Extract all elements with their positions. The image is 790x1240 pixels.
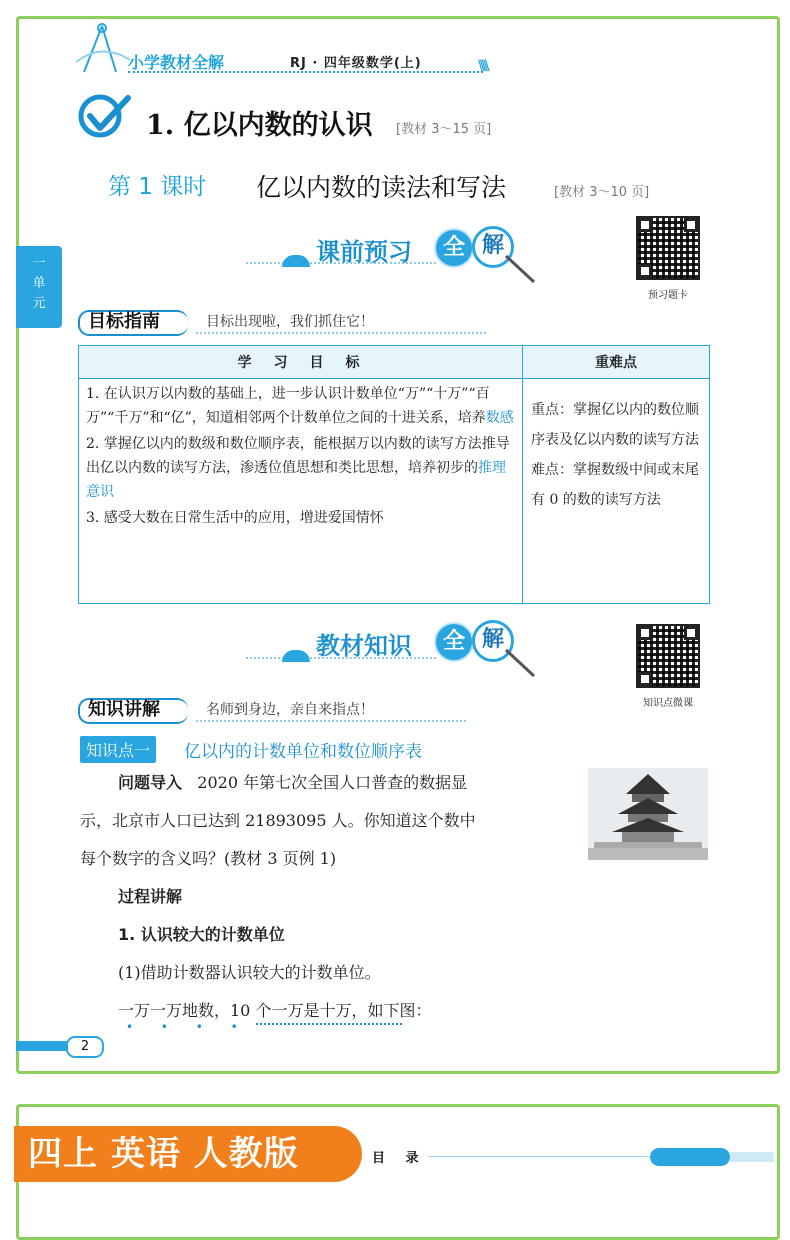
emphasis-dots: • • • • <box>126 1020 250 1034</box>
goals-table <box>78 345 710 604</box>
magnifier-icon <box>498 644 538 680</box>
lesson-title: 亿以内数的读法和写法 <box>256 173 507 202</box>
page-number: 2 <box>66 1036 104 1058</box>
knowledge-guide-sub: 名师到身边，亲自来指点！ <box>206 702 374 718</box>
subject-label: RJ · 四年级数学(上) <box>290 56 422 71</box>
badge-jie: 解 <box>472 226 514 268</box>
textbook-title: 教材知识 <box>316 632 412 660</box>
qr-corner <box>684 218 698 232</box>
header-slashes: \\\\\ <box>478 58 487 74</box>
qr-label: 预习题卡 <box>648 290 688 301</box>
goals-header: 学 习 目 标 <box>79 346 523 379</box>
unit-tab-char: 元 <box>32 296 46 311</box>
intro-line-3: 每个数字的含义吗？(教材 3 页例 1) <box>80 849 337 868</box>
intro-line-1: 问题导入 2020 年第七次全国人口普查的数据显 <box>118 773 468 792</box>
difficulty: 难点：掌握数级中间或末尾有 0 的数的读写方法 <box>531 462 699 508</box>
qr-corner <box>638 672 652 686</box>
guide-underline <box>196 332 486 334</box>
qr-corner <box>684 626 698 640</box>
key-points: 重点：掌握亿以内的数位顺序表及亿以内数的读写方法 <box>531 402 699 448</box>
temple-of-heaven-image <box>588 768 708 860</box>
goals-cell <box>79 379 523 604</box>
goal-item-1: 1. 在认识万以内数的基础上，进一步认识计数单位“万”“十万”“百万”“千万”和“亿”，知道相邻两个计数单位之间的十进关系，培养数感 <box>86 386 514 426</box>
unit-tab-char: 一 <box>32 256 46 271</box>
goal-guide-tag: 目标指南 <box>88 311 160 332</box>
badge-jie: 解 <box>472 620 514 662</box>
toc-pill <box>650 1148 730 1166</box>
step-2: 一万一万地数，10 个一万是十万，如下图： <box>118 1001 432 1020</box>
compass-icon <box>72 22 132 76</box>
unit-side-tab <box>16 246 62 328</box>
intro-line-2: 示，北京市人口已达到 21893095 人。你知道这个数中 <box>80 811 476 830</box>
chapter-ref: [教材 3～15 页] <box>396 122 492 137</box>
lesson-number: 第 1 课时 <box>108 174 207 200</box>
knowledge-point-tag: 知识点一 <box>80 736 156 763</box>
qr-label: 知识点微课 <box>643 698 693 709</box>
badge-quan: 全 <box>434 228 474 268</box>
qr-corner <box>638 626 652 640</box>
goal-item-2: 2. 掌握亿以内的数级和数位顺序表，能根据万以内数的读写方法推导出亿以内数的读写方法，渗透位值思想和类比思想，培养初步的推理意识 <box>86 436 510 500</box>
series-title: 小学教材全解 <box>128 53 225 72</box>
step-1: (1)借助计数器认识较大的计数单位。 <box>118 963 381 982</box>
unit-tab-char: 单 <box>32 276 46 291</box>
badge-quan: 全 <box>434 622 474 662</box>
guide-underline <box>196 720 466 722</box>
toc-line <box>428 1156 654 1157</box>
chapter-title: 1. 亿以内数的认识 <box>146 110 373 141</box>
header-divider <box>128 71 483 73</box>
grade-subject-banner: 四上 英语 人教版 <box>14 1126 362 1182</box>
knowledge-guide-tag: 知识讲解 <box>88 699 160 720</box>
wavy-underline <box>256 1023 402 1025</box>
lesson-ref: [教材 3～10 页] <box>554 185 650 200</box>
key-points-cell <box>523 379 710 604</box>
check-icon <box>76 92 134 140</box>
process-heading: 过程讲解 <box>118 887 183 906</box>
goal-guide-sub: 目标出现啦，我们抓住它！ <box>206 314 374 330</box>
toc-label: 目 录 <box>372 1151 427 1166</box>
qr-corner <box>638 218 652 232</box>
subheading-1: 1. 认识较大的计数单位 <box>118 925 285 944</box>
qr-corner <box>638 264 652 278</box>
key-points-header: 重难点 <box>523 346 710 379</box>
magnifier-icon <box>498 250 538 286</box>
toc-pill-tail <box>730 1152 774 1162</box>
goal-item-3: 3. 感受大数在日常生活中的应用，增进爱国情怀 <box>86 510 384 526</box>
knowledge-point-title: 亿以内的计数单位和数位顺序表 <box>184 742 422 762</box>
preview-title: 课前预习 <box>316 238 412 266</box>
